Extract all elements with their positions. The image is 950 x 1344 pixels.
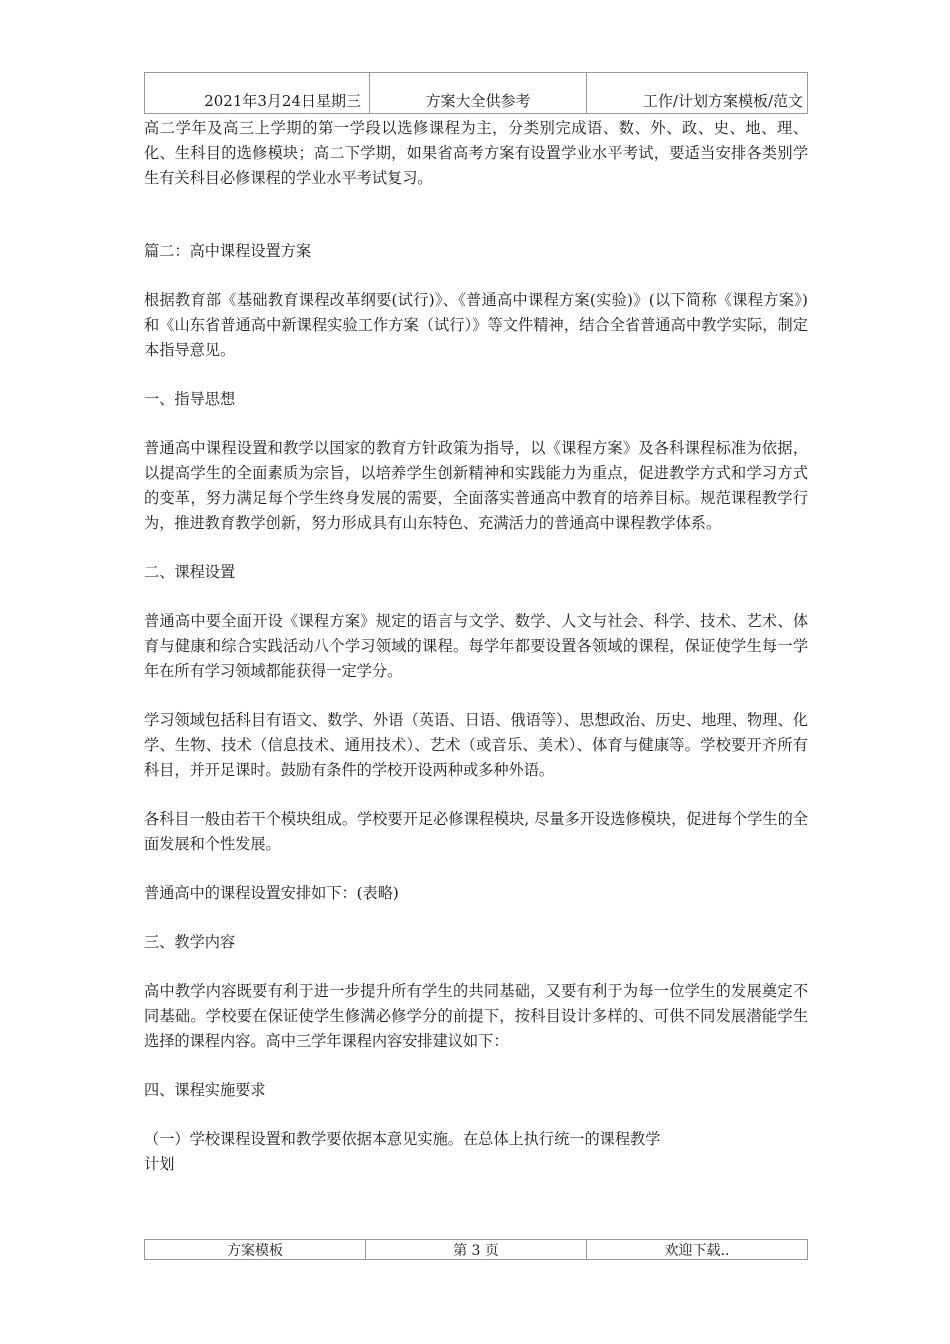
section-heading: 一、指导思想 <box>144 390 236 408</box>
section-heading: 篇二：高中课程设置方案 <box>144 242 312 260</box>
header-category: 工作/计划方案模板/范文 <box>642 92 803 110</box>
page-header <box>144 72 808 114</box>
paragraph: 普通高中的课程设置安排如下：(表略) <box>144 884 399 902</box>
section-heading: 三、教学内容 <box>144 933 236 951</box>
paragraph: 根据教育部《基础教育课程改革纲要(试行)》、《普通高中课程方案(实验)》(以下简称《课程方案》)和《山东省普通高中新课程实验工作方案（试行）》等文件精神，结合全省普通高中教学实际，制定本指导意见。 <box>144 291 808 359</box>
paragraph: 普通高中课程设置和教学以国家的教育方针政策为指导，以《课程方案》及各科课程标准为依据，以提高学生的全面素质为宗旨，以培养学生创新精神和实践能力为重点，促进教学方式和学习方式的变革，努力满足每个学生终身发展的需要，全面落实普通高中教育的培养目标。规范课程教学行为，推进教育教学创新，努力形成具有山东特色、充满活力的普通高中课程教学体系。 <box>144 439 808 532</box>
paragraph: 学习领域包括科目有语文、数学、外语（英语、日语、俄语等）、思想政治、历史、地理、物理、化学、生物、技术（信息技术、通用技术）、艺术（或音乐、美术）、体育与健康等。学校要开齐所有科目，并开足课时。鼓励有条件的学校开设两种或多种外语。 <box>144 711 808 779</box>
header-date: 2021年3月24日星期三 <box>145 73 370 113</box>
section-heading: 二、课程设置 <box>144 563 236 581</box>
paragraph: 高中教学内容既要有利于进一步提升所有学生的共同基础，又要有利于为每一位学生的发展奠定不同基础。学校要在保证使学生修满必修学分的前提下，按科目设计多样的、可供不同发展潜能学生选择的课程内容。高中三学年课程内容安排建议如下： <box>144 982 808 1050</box>
section-heading: 四、课程实施要求 <box>144 1081 266 1099</box>
footer-template-label: 方案模板 <box>145 1240 366 1259</box>
page-footer <box>144 1239 808 1260</box>
document-body <box>144 116 808 1177</box>
header-title: 方案大全供参考 <box>370 73 587 113</box>
paragraph: 高二学年及高三上学期的第一学段以选修课程为主，分类别完成语、数、外、政、史、地、理、化、生科目的选修模块；高二下学期，如果省高考方案有设置学业水平考试，要适当安排各类别学生有关科目必修课程的学业水平考试复习。 <box>144 119 808 187</box>
paragraph: 计划 <box>144 1155 175 1173</box>
footer-download-label: 欢迎下载.. <box>664 1242 730 1259</box>
paragraph: （一）学校课程设置和教学要依据本意见实施。在总体上执行统一的课程教学 <box>144 1130 661 1148</box>
page-number: 第 3 页 <box>366 1240 587 1259</box>
paragraph: 普通高中要全面开设《课程方案》规定的语言与文学、数学、人文与社会、科学、技术、艺术、体育与健康和综合实践活动八个学习领域的课程。每学年都要设置各领域的课程，保证使学生每一学年在所有学习领域都能获得一定学分。 <box>144 612 808 680</box>
paragraph: 各科目一般由若干个模块组成。学校要开足必修课程模块, 尽量多开设选修模块，促进每个学生的全面发展和个性发展。 <box>144 810 808 853</box>
